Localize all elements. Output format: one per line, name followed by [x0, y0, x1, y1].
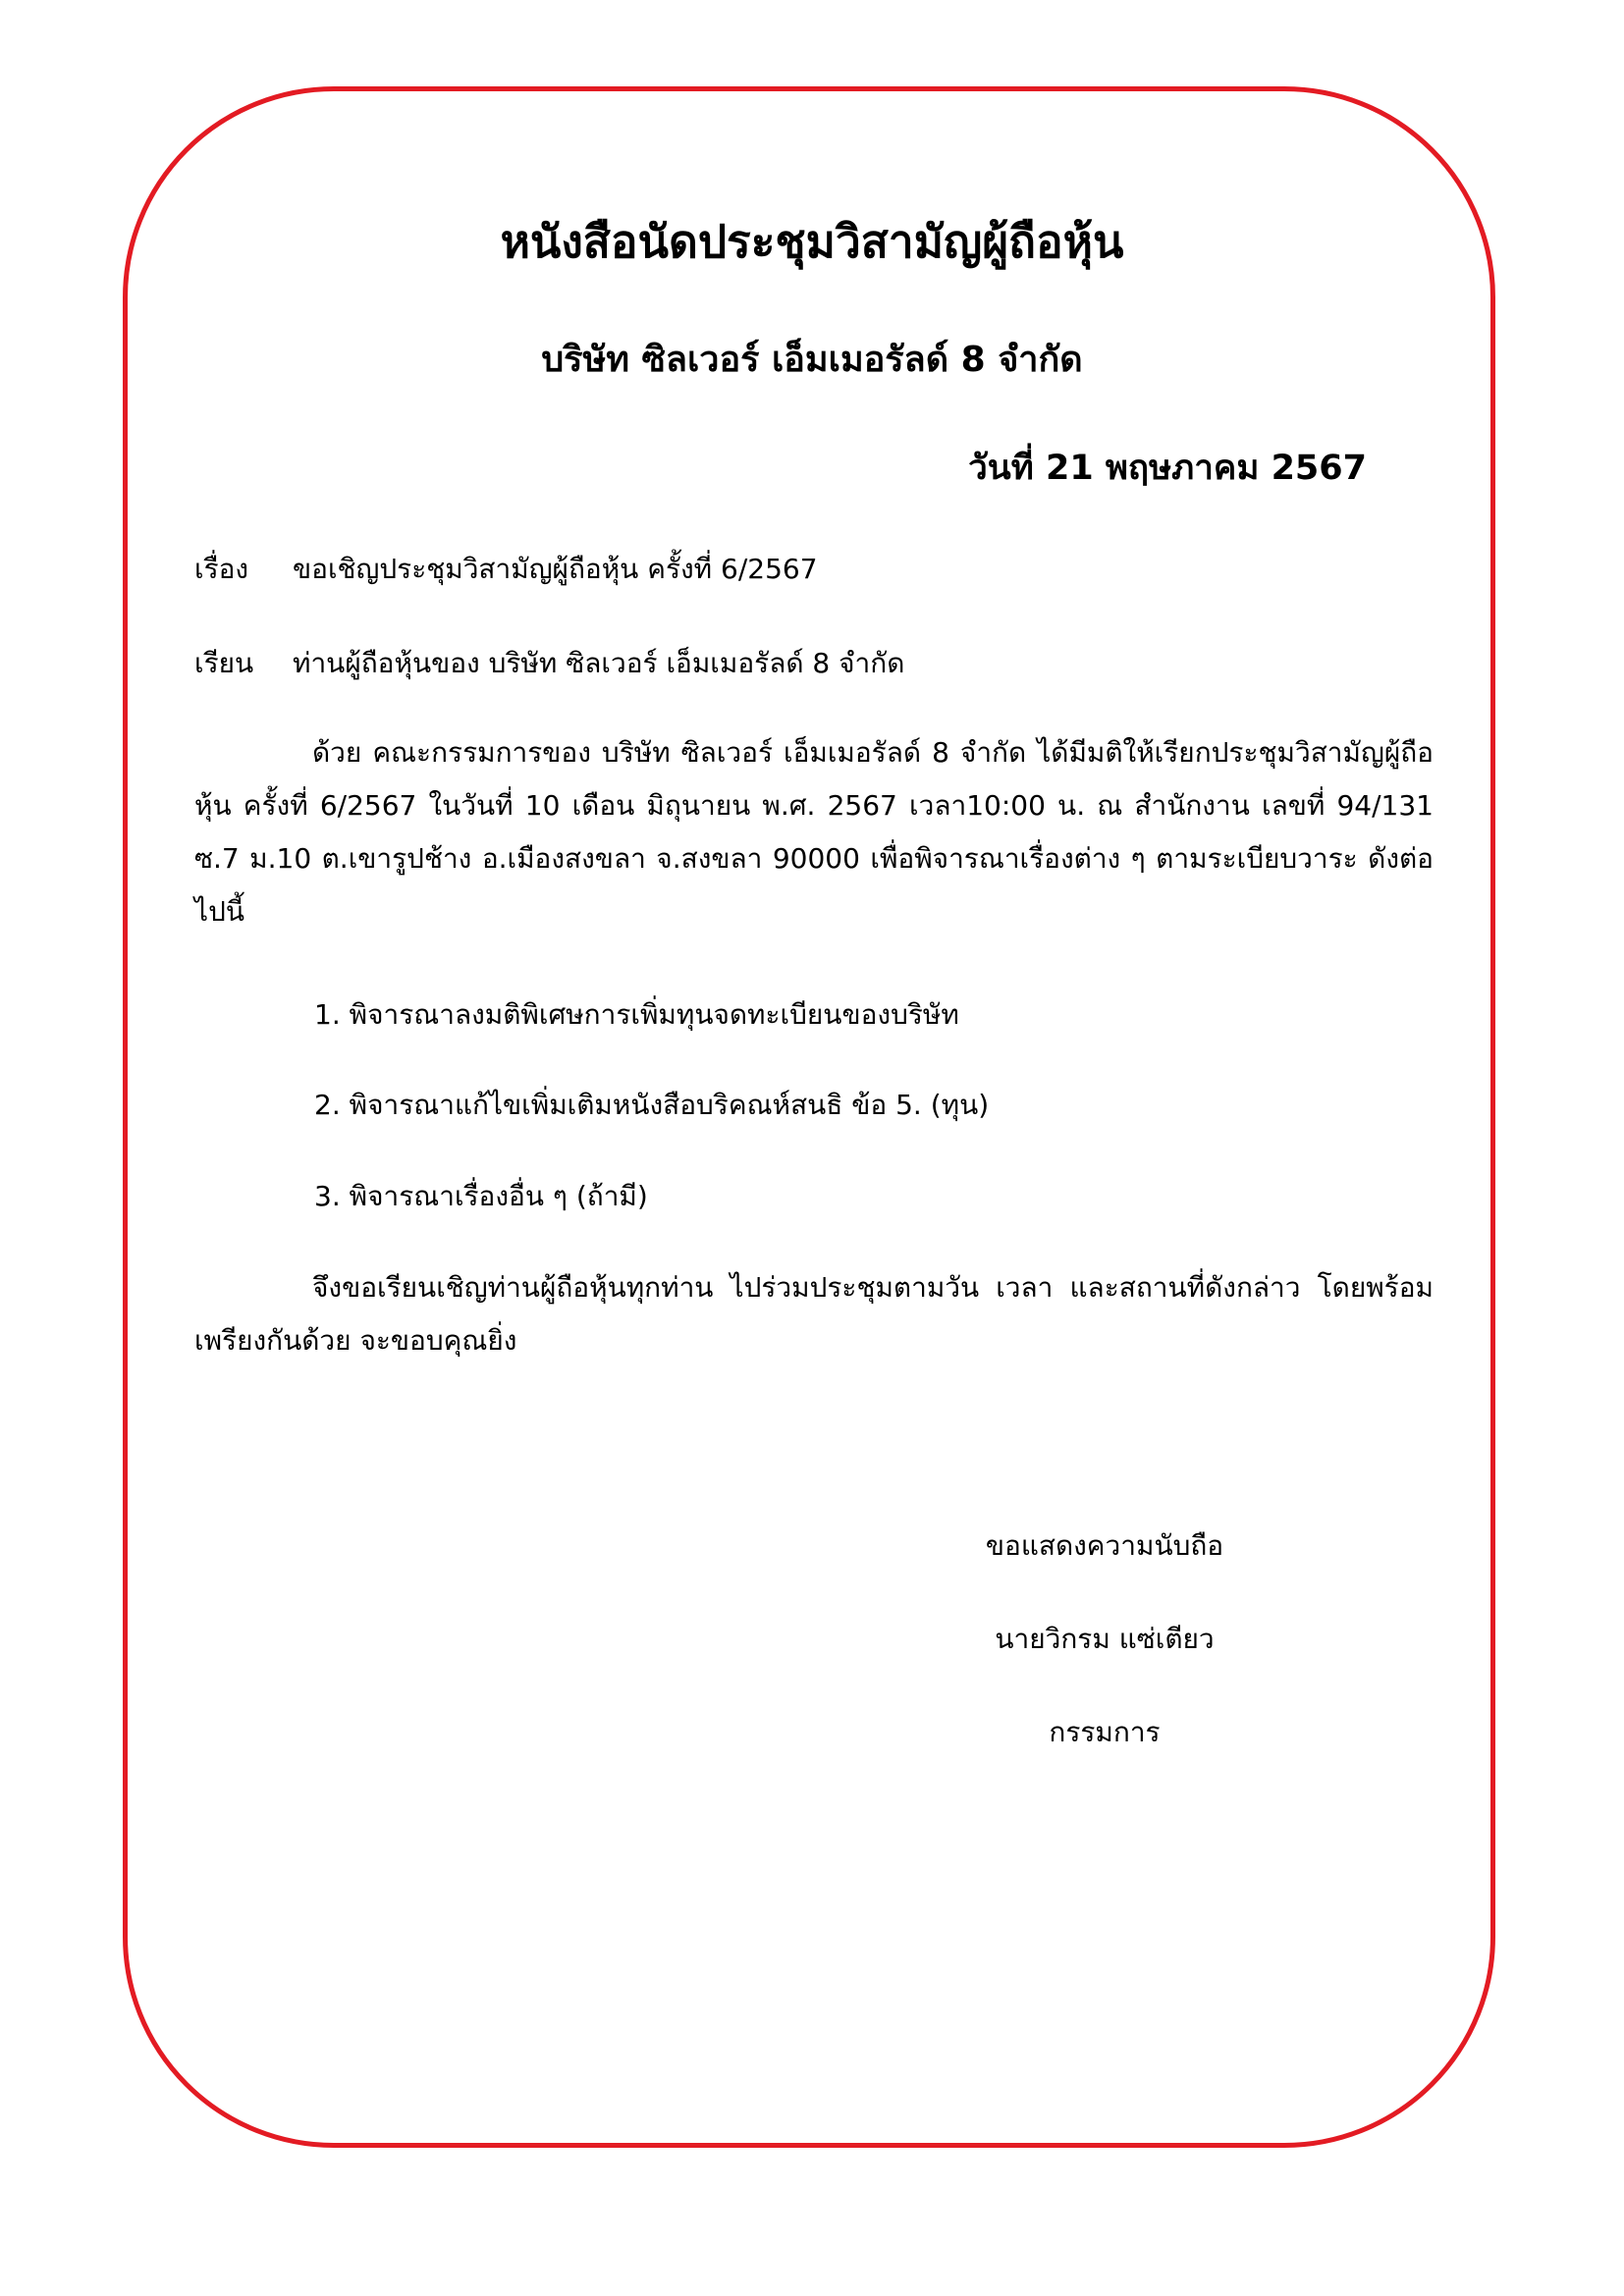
- subject-text: ขอเชิญประชุมวิสามัญผู้ถือหุ้น ครั้งที่ 6/2567: [293, 553, 818, 585]
- recipient-label: เรียน: [194, 647, 254, 679]
- recipient-line: [194, 642, 904, 685]
- document-title: หนังสือนัดประชุมวิสามัญผู้ถือหุ้น: [500, 215, 1124, 268]
- signature-name: นายวิกรม แซ่เตียว: [995, 1623, 1215, 1655]
- agenda-item-2: 2. พิจารณาแก้ไขเพิ่มเติมหนังสือบริคณห์สนธิ ข้อ 5. (ทุน): [314, 1089, 990, 1121]
- body-paragraph: ด้วย คณะกรรมการของ บริษัท ซิลเวอร์ เอ็มเมอรัลด์ 8 จำกัด ได้มีมติให้เรียกประชุมวิสามัญผู้ถือหุ้น ครั้งที่ 6/2567 ในวันที่ 10 เดือน มิถุนายน พ.ศ. 2567 เวลา10:00 น. ณ สำนักงาน เลขที่ 94/131 ซ.7 ม.10 ต.เขารูปช้าง อ.เมืองสงขลา จ.สงขลา 90000 เพื่อพิจารณาเรื่องต่าง ๆ ตามระเบียบวาระ ดังต่อไปนี้: [194, 736, 1434, 928]
- recipient-text: ท่านผู้ถือหุ้นของ บริษัท ซิลเวอร์ เอ็มเมอรัลด์ 8 จำกัด: [293, 647, 905, 679]
- subject-line: [194, 548, 818, 591]
- agenda-item-3: 3. พิจารณาเรื่องอื่น ๆ (ถ้ามี): [314, 1180, 648, 1212]
- company-name: บริษัท ซิลเวอร์ เอ็มเมอรัลด์ 8 จำกัด: [541, 340, 1083, 380]
- subject-label: เรื่อง: [194, 553, 249, 585]
- signature-position: กรรมการ: [1049, 1716, 1161, 1748]
- agenda-item-1: 1. พิจารณาลงมติพิเศษการเพิ่มทุนจดทะเบียนของบริษัท: [314, 998, 959, 1031]
- document-date: วันที่ 21 พฤษภาคม 2567: [968, 449, 1367, 488]
- signature-regards: ขอแสดงความนับถือ: [985, 1529, 1224, 1562]
- closing-paragraph: จึงขอเรียนเชิญท่านผู้ถือหุ้นทุกท่าน ไปร่วมประชุมตามวัน เวลา และสถานที่ดังกล่าว โดยพร้อมเพรียงกันด้วย จะขอบคุณยิ่ง: [194, 1271, 1434, 1357]
